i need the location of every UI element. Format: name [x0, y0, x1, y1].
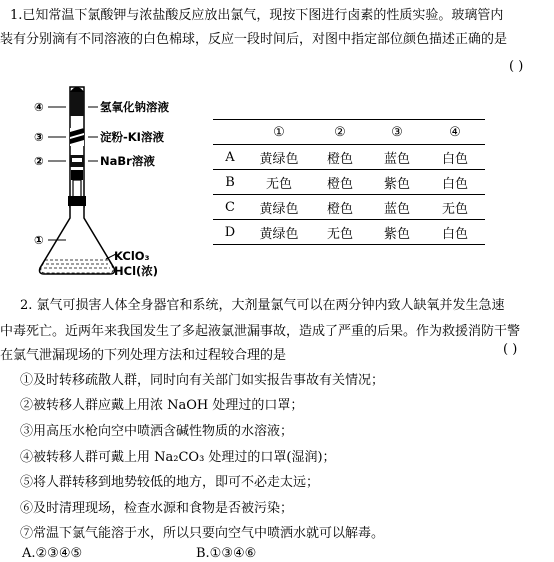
q2-option-5: ⑤将人群转移到地势较低的地方，即可不必走太远；: [20, 475, 320, 490]
label-naoh-solution: 氢氧化钠溶液: [100, 100, 169, 114]
q2-answer-blank: ( ): [503, 342, 518, 357]
label-position-3: ③: [34, 130, 44, 144]
table-header-cell: ②: [334, 124, 346, 140]
table-cell: 紫色: [383, 226, 410, 242]
q1-stem-line1: 1.已知常温下氯酸钾与浓盐酸反应放出氯气，现按下图进行卤素的性质实验。玻璃管内: [10, 8, 504, 23]
q2-option-2: ②被转移人群应戴上用浓 NaOH 处理过的口罩；: [20, 398, 304, 413]
q2-option-1: ①及时转移疏散人群，同时向有关部门如实报告事故有关情况；: [20, 373, 385, 388]
table-cell: 蓝色: [383, 151, 410, 167]
q2-stem-line3: 在氯气泄漏现场的下列处理方法和过程较合理的是: [0, 348, 287, 363]
flask-stopper: [68, 196, 86, 206]
table-cell: 无色: [265, 176, 292, 192]
table-cell: 白色: [441, 176, 468, 192]
q2-option-4: ④被转移人群可戴上用 Na₂CO₃ 处理过的口罩(湿润)；: [20, 450, 336, 465]
table-row: [213, 195, 485, 220]
label-position-4: ④: [34, 100, 44, 114]
label-kclo3: KClO₃: [114, 249, 150, 263]
table-cell: 黄绿色: [259, 226, 299, 242]
table-cell: 橙色: [326, 151, 353, 167]
label-position-2: ②: [34, 154, 44, 168]
table-cell: 黄绿色: [259, 151, 299, 167]
table-cell: 黄绿色: [259, 201, 299, 217]
halogen-apparatus-diagram: [8, 70, 208, 285]
table-header-row: [213, 120, 485, 145]
q1-answer-blank: ( ): [509, 59, 524, 74]
label-starch-ki-solution: 淀粉-KI溶液: [100, 130, 164, 144]
table-row: [213, 145, 485, 170]
q2-option-7: ⑦常温下氯气能溶于水，所以只要向空气中喷洒水就可以解毒。: [20, 526, 385, 541]
table-header-cell: ①: [273, 124, 285, 140]
table-option-label: B: [225, 174, 235, 190]
cotton-ball-2: [70, 155, 84, 167]
table-option-label: A: [225, 149, 235, 165]
table-cell: 白色: [441, 151, 468, 167]
table-cell: 无色: [326, 226, 353, 242]
label-position-1: ①: [34, 233, 44, 247]
q2-stem-line1: 2. 氯气可损害人体全身器官和系统，大剂量氯气可以在两分钟内致人缺氧并发生急速: [20, 298, 505, 313]
q2-stem-line2: 中毒死亡。近两年来我国发生了多起液氯泄漏事故，造成了严重的后果。作为救援消防干警: [0, 324, 521, 339]
q2-option-3: ③用高压水枪向空中喷洒含碱性物质的水溶液；: [20, 424, 294, 439]
table-cell: 橙色: [326, 201, 353, 217]
table-cell: 紫色: [383, 176, 410, 192]
table-cell: 无色: [441, 201, 468, 217]
label-hcl: HCl(浓): [114, 264, 159, 278]
table-header-cell: ③: [391, 124, 403, 140]
cotton-ball-4: [70, 92, 84, 116]
table-option-label: C: [225, 199, 235, 215]
table-row: [213, 170, 485, 195]
q2-choice-b: B.①③④⑥: [196, 546, 257, 561]
table-row: [213, 220, 485, 245]
cotton-ball-3: [70, 128, 84, 146]
q2-choice-a: A.②③④⑤: [22, 546, 83, 561]
q2-option-6: ⑥及时清理现场，检查水源和食物是否被污染；: [20, 501, 294, 516]
table-option-label: D: [224, 224, 236, 240]
table-header-cell: ④: [449, 124, 461, 140]
table-cell: 白色: [441, 226, 468, 242]
label-nabr-solution: NaBr溶液: [100, 154, 155, 168]
table-cell: 蓝色: [383, 201, 410, 217]
q1-stem-line2: 装有分别滴有不同溶液的白色棉球，反应一段时间后，对图中指定部位颜色描述正确的是: [0, 32, 508, 47]
table-cell: 橙色: [326, 176, 353, 192]
color-answer-table: [213, 119, 485, 245]
table-header-cell: [213, 120, 247, 145]
